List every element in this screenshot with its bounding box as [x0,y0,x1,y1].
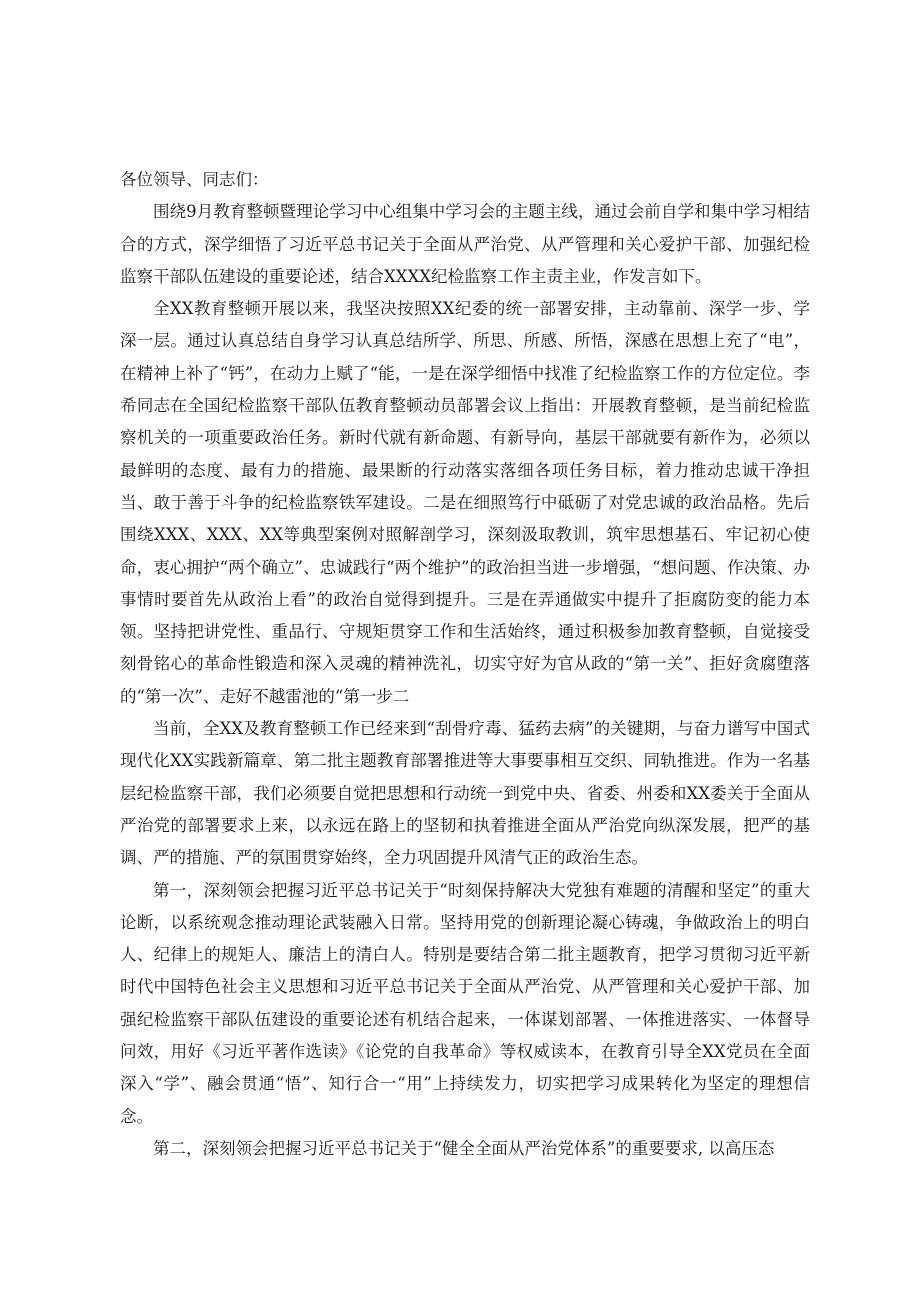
document-body [120,164,810,1165]
paragraph-current-situation: 当前，全XX及教育整顿工作已经来到“刮骨疗毒、猛药去病”的关键期，与奋力谱写中国式现代化XX实践新篇章、第二批主题教育部署推进等大事要事相互交织、同轨推进。作为一名基层纪检监察干部，我们必须要自觉把思想和行动统一到党中央、省委、州委和XX委关于全面从严治党的部署要求上来，以永远在路上的坚韧和执着推进全面从严治党向纵深发展，把严的基调、严的措施、严的氛围贯穿始终，全力巩固提升风清气正的政治生态。 [120,719,810,868]
paragraph-point-one: 第一，深刻领会把握习近平总书记关于“时刻保持解决大党独有难题的清醒和坚定”的重大论断，以系统观念推动理论武装融入日常。坚持用党的创新理论凝心铸魂，争做政治上的明白人、纪律上的规矩人、廉洁上的清白人。特别是要结合第二批主题教育，把学习贯彻习近平新时代中国特色社会主义思想和习近平总书记关于全面从严治党、从严管理和关心爱护干部、加强纪检监察干部队伍建设的重要论述有机结合起来，一体谋划部署、一体推进落实、一体督导问效，用好《习近平著作选读》《论党的自我革命》等权威读本，在教育引导全XX党员在全面深入“学”、融会贯通“悟”、知行合一“用”上持续发力，切实把学习成果转化为坚定的理想信念。 [120,880,810,1126]
paragraph-intro: 围绕9月教育整顿暨理论学习中心组集中学习会的主题主线，通过会前自学和集中学习相结合的方式，深学细悟了习近平总书记关于全面从严治党、从严管理和关心爱护干部、加强纪检监察干部队伍建设的重要论述，结合XXXX纪检监察工作主责主业，作发言如下。 [120,202,810,286]
paragraph-learning-outcomes: 全XX教育整顿开展以来，我坚决按照XX纪委的统一部署安排，主动靠前、深学一步、学深一层。通过认真总结自身学习认真总结所学、所思、所感、所悟，深感在思想上充了“电”，在精神上补了“钙”，在动力上赋了“能，一是在深学细悟中找准了纪检监察工作的方位定位。李希同志在全国纪检监察干部队伍教育整顿动员部署会议上指出：开展教育整顿，是当前纪检监察机关的一项重要政治任务。新时代就有新命题、有新导向，基层干部就要有新作为，必须以最鲜明的态度、最有力的措施、最果断的行动落实落细各项任务目标，着力推动忠诚干净担当、敢于善于斗争的纪检监察铁军建设。二是在细照笃行中砥砺了对党忠诚的政治品格。先后围绕XXX、XXX、XX等典型案例对照解剖学习，深刻汲取教训，筑牢思想基石、牢记初心使命，衷心拥护“两个确立”、忠诚践行“两个维护”的政治担当进一步增强，“想问题、作决策、办事情时要首先从政治上看”的政治自觉得到提升。三是在弄通做实中提升了拒腐防变的能力本领。坚持把讲党性、重品行、守规矩贯穿工作和生活始终，通过积极参加教育整顿，自觉接受刻骨铭心的革命性锻造和深入灵魂的精神洗礼，切实守好为官从政的“第一关”、拒好贪腐堕落的“第一次”、走好不越雷池的“第一步二 [120,299,810,706]
salutation: 各位领导、同志们： [120,170,269,189]
paragraph-point-two: 第二，深刻领会把握习近平总书记关于“健全全面从严治党体系”的重要要求, 以高压态 [153,1138,775,1158]
